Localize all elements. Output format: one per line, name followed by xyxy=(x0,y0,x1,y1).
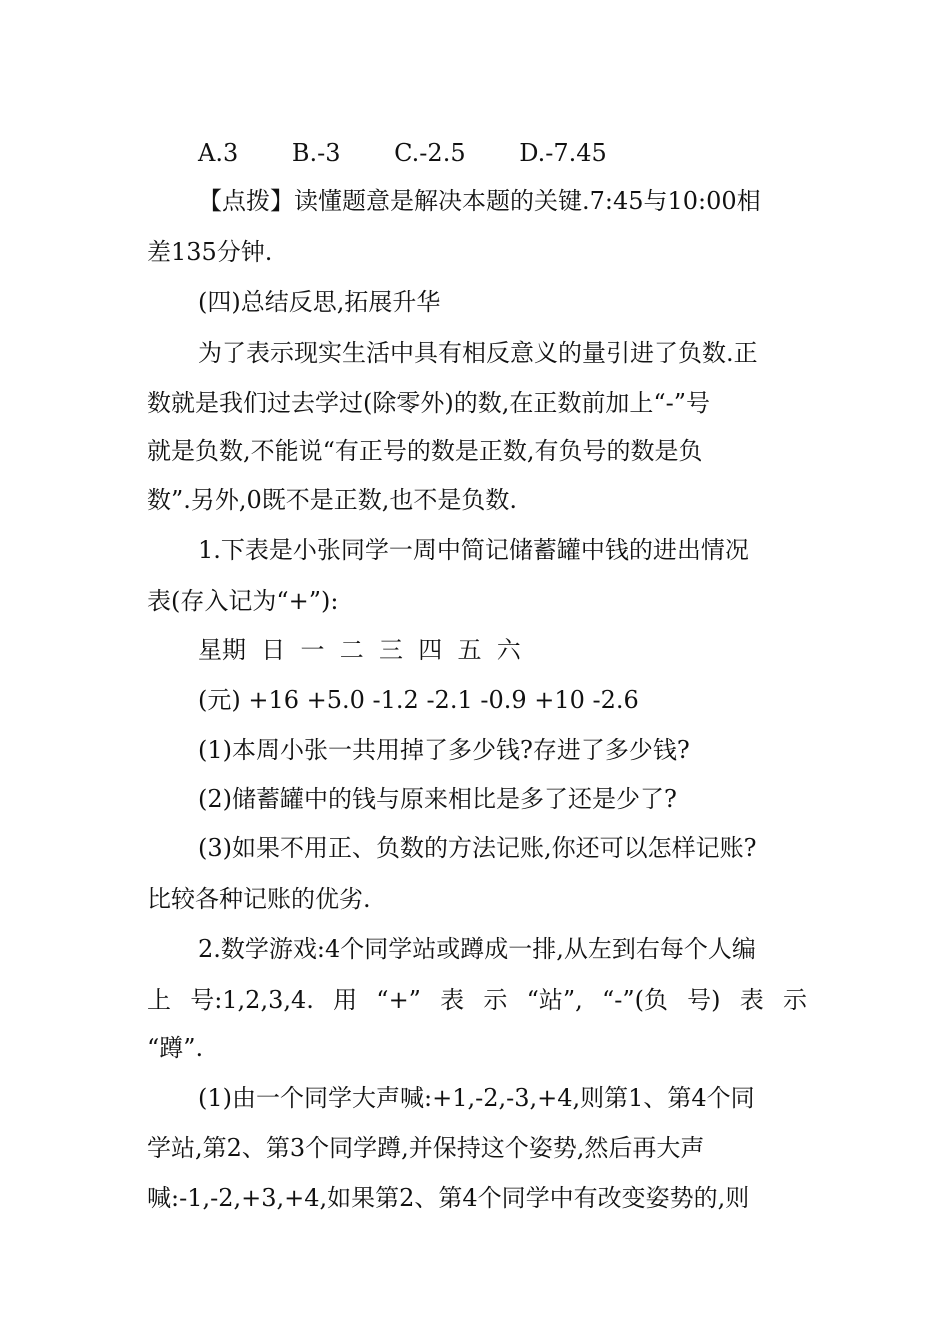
answer-options xyxy=(198,138,808,168)
option-b: B.-3 xyxy=(291,139,341,167)
q2-line2-part: 示 xyxy=(483,986,508,1014)
question-1-line-1: 1.下表是小张同学一周中简记储蓄罐中钱的进出情况 xyxy=(198,536,749,564)
q2-line2-part: “-”(负 xyxy=(601,986,668,1014)
summary-line-3: 就是负数,不能说“有正号的数是正数,有负号的数是负 xyxy=(147,437,703,465)
option-a: A.3 xyxy=(198,139,239,167)
q2-line2-part: 表 xyxy=(739,986,764,1014)
option-d: D.-7.45 xyxy=(519,139,607,167)
q2-line2-part: “站”, xyxy=(526,986,583,1014)
hint-line-1: 【点拨】读懂题意是解决本题的关键.7:45与10:00相 xyxy=(198,187,761,215)
question-1-sub-3-line-2: 比较各种记账的优劣. xyxy=(147,885,371,913)
question-2-sub-1-line-2: 学站,第2、第3个同学蹲,并保持这个姿势,然后再大声 xyxy=(147,1134,705,1162)
option-c: C.-2.5 xyxy=(394,139,466,167)
table-values-row: (元) +16 +5.0 -1.2 -2.1 -0.9 +10 -2.6 xyxy=(198,686,639,714)
question-2-sub-1-line-1: (1)由一个同学大声喊:+1,-2,-3,+4,则第1、第4个同 xyxy=(198,1084,755,1112)
question-1-sub-2: (2)储蓄罐中的钱与原来相比是多了还是少了? xyxy=(198,785,677,813)
question-1-line-2: 表(存入记为“+”): xyxy=(147,587,339,615)
q2-line2-part: 用 xyxy=(333,986,358,1014)
q2-line2-part: 号) xyxy=(687,986,721,1014)
summary-line-4: 数”.另外,0既不是正数,也不是负数. xyxy=(147,486,518,514)
table-header-row: 星期 日 一 二 三 四 五 六 xyxy=(198,636,521,664)
q2-line2-part: 表 xyxy=(440,986,465,1014)
summary-line-2: 数就是我们过去学过(除零外)的数,在正数前加上“-”号 xyxy=(147,389,711,417)
question-1-sub-3-line-1: (3)如果不用正、负数的方法记账,你还可以怎样记账? xyxy=(198,834,757,862)
summary-line-1: 为了表示现实生活中具有相反意义的量引进了负数.正 xyxy=(198,339,758,367)
q2-line2-part: 示 xyxy=(782,986,807,1014)
q2-line2-part: “+” xyxy=(376,986,421,1014)
question-2-line-2 xyxy=(147,985,807,1015)
section-title: (四)总结反思,拓展升华 xyxy=(198,288,441,316)
question-1-sub-1: (1)本周小张一共用掉了多少钱?存进了多少钱? xyxy=(198,736,690,764)
question-2-sub-1-line-3: 喊:-1,-2,+3,+4,如果第2、第4个同学中有改变姿势的,则 xyxy=(147,1184,750,1212)
q2-line2-part: 上 xyxy=(147,986,171,1014)
question-2-line-3: “蹲”. xyxy=(147,1034,204,1062)
question-2-line-1: 2.数学游戏:4个同学站或蹲成一排,从左到右每个人编 xyxy=(198,935,756,963)
hint-line-2: 差135分钟. xyxy=(147,238,273,266)
q2-line2-part: 号:1,2,3,4. xyxy=(190,986,314,1014)
